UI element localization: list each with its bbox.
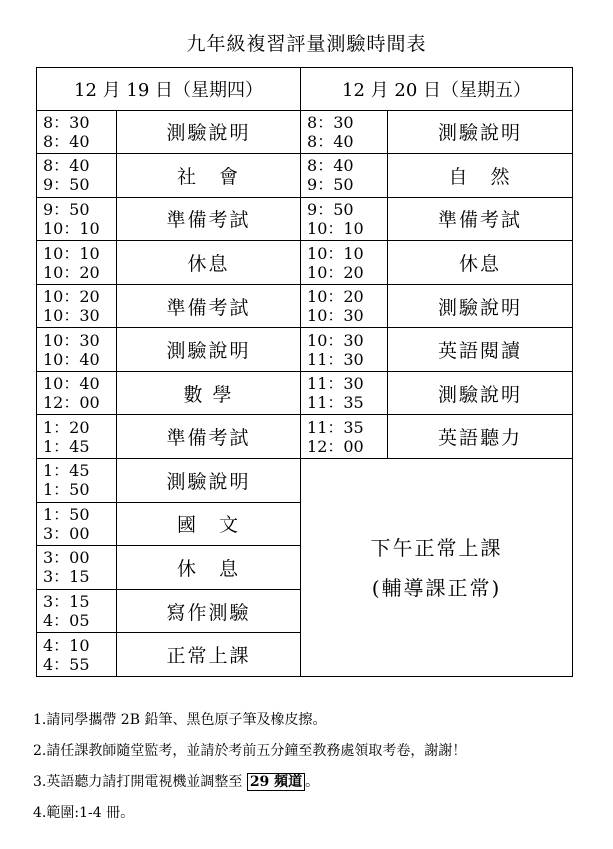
day1-time-end: 4：55 [43,654,90,674]
day1-time-start: 8：30 [43,112,90,132]
day1-time-start: 4：10 [43,635,90,655]
day1-time [37,589,117,633]
schedule-row [37,284,573,328]
day2-time-end: 10：10 [307,218,364,238]
day1-activity: 測驗說明 [117,110,301,154]
day1-activity: 測驗說明 [117,459,301,503]
schedule-table [36,67,573,677]
day1-time-end: 8：40 [43,131,90,151]
day2-time-start: 11：30 [307,374,364,394]
day1-time-start: 8：40 [43,156,90,176]
note-3 [33,767,466,798]
day1-activity: 準備考試 [117,284,301,328]
day1-time [37,415,117,459]
day2-time-end: 8：40 [307,131,354,151]
day1-time [37,633,117,677]
day2-time-start: 10：30 [307,330,364,350]
day1-activity: 正常上課 [117,633,301,677]
day2-activity: 休息 [388,241,573,285]
day2-time-start: 10：10 [307,243,364,263]
day1-time-end: 1：45 [43,436,90,456]
day1-time-start: 1：20 [43,417,90,437]
day1-time-start: 10：30 [43,330,100,350]
afternoon-line1: 下午正常上課 [370,535,503,560]
day2-time-end: 10：20 [307,262,364,282]
channel-box: 29 頻道 [247,773,305,791]
day1-time-end: 1：50 [43,480,90,500]
day1-time-end: 10：40 [43,349,100,369]
day1-time-start: 3：15 [43,592,90,612]
notes-list [33,705,466,829]
day2-time-start: 11：35 [307,417,364,437]
day1-time-end: 4：05 [43,611,90,631]
schedule-row [37,415,573,459]
day1-time [37,546,117,590]
day2-activity: 英語聽力 [388,415,573,459]
note-3-end: 。 [305,774,320,790]
day1-activity: 休 息 [117,546,301,590]
page-title: 九年級複習評量測驗時間表 [186,33,427,55]
day2-time-end: 11：35 [307,393,364,413]
day1-time [37,154,117,198]
day2-time-end: 9：50 [307,175,354,195]
day1-time-end: 10：10 [43,218,100,238]
day2-time-end: 11：30 [307,349,364,369]
day2-activity: 英語閱讀 [388,328,573,372]
schedule-row [37,328,573,372]
day1-time-end: 12：00 [43,393,100,413]
day1-activity: 數 學 [117,371,301,415]
day2-time-start: 8：30 [307,112,354,132]
day1-time-start: 1：50 [43,504,90,524]
day2-time [301,241,388,285]
day2-time [301,197,388,241]
day1-time [37,197,117,241]
day1-time-start: 10：20 [43,287,100,307]
day2-activity: 測驗說明 [388,110,573,154]
day2-time [301,110,388,154]
day2-time-start: 9：50 [307,199,354,219]
day2-activity: 準備考試 [388,197,573,241]
day2-time [301,415,388,459]
day1-activity: 社 會 [117,154,301,198]
day2-activity: 測驗說明 [388,284,573,328]
afternoon-note [301,459,573,677]
day1-activity: 國 文 [117,502,301,546]
day1-activity: 準備考試 [117,197,301,241]
day1-time-start: 9：50 [43,199,90,219]
day2-time [301,154,388,198]
day2-time [301,328,388,372]
day1-activity: 準備考試 [117,415,301,459]
day2-time [301,284,388,328]
day1-time [37,371,117,415]
day1-time-end: 3：00 [43,523,90,543]
day1-time-end: 3：15 [43,567,90,587]
day1-time-start: 3：00 [43,548,90,568]
day1-time-end: 10：20 [43,262,100,282]
schedule-row [37,197,573,241]
day1-time-end: 10：30 [43,306,100,326]
day2-time-start: 10：20 [307,287,364,307]
day1-activity: 休息 [117,241,301,285]
schedule-row [37,459,573,503]
note-2: 2.請任課教師隨堂監考，並請於考前五分鐘至教務處領取考卷，謝謝！ [33,743,467,759]
afternoon-line2: (輔導課正常) [371,575,502,600]
day1-time-start: 10：10 [43,243,100,263]
day1-time [37,241,117,285]
day2-activity: 自 然 [388,154,573,198]
day1-header: 12 月 19 日（星期四） [37,68,301,111]
day1-time [37,502,117,546]
day1-time [37,459,117,503]
day2-time-start: 8：40 [307,156,354,176]
day2-activity: 測驗說明 [388,371,573,415]
schedule-row [37,241,573,285]
note-4: 4.範圍:1-4 冊。 [33,805,135,821]
schedule-row [37,154,573,198]
note-1: 1.請同學攜帶 2B 鉛筆、黑色原子筆及橡皮擦。 [33,712,327,728]
day1-time [37,284,117,328]
note-3-text: 3.英語聽力請打開電視機並調整至 [33,774,247,790]
day2-time-end: 12：00 [307,436,364,456]
schedule-row [37,371,573,415]
day1-time-end: 9：50 [43,175,90,195]
day1-activity: 寫作測驗 [117,589,301,633]
day2-time-end: 10：30 [307,306,364,326]
day1-activity: 測驗說明 [117,328,301,372]
day1-time [37,110,117,154]
day2-header: 12 月 20 日（星期五） [301,68,573,111]
day1-time-start: 1：45 [43,461,90,481]
schedule-row [37,110,573,154]
day1-time [37,328,117,372]
day1-time-start: 10：40 [43,374,100,394]
day2-time [301,371,388,415]
